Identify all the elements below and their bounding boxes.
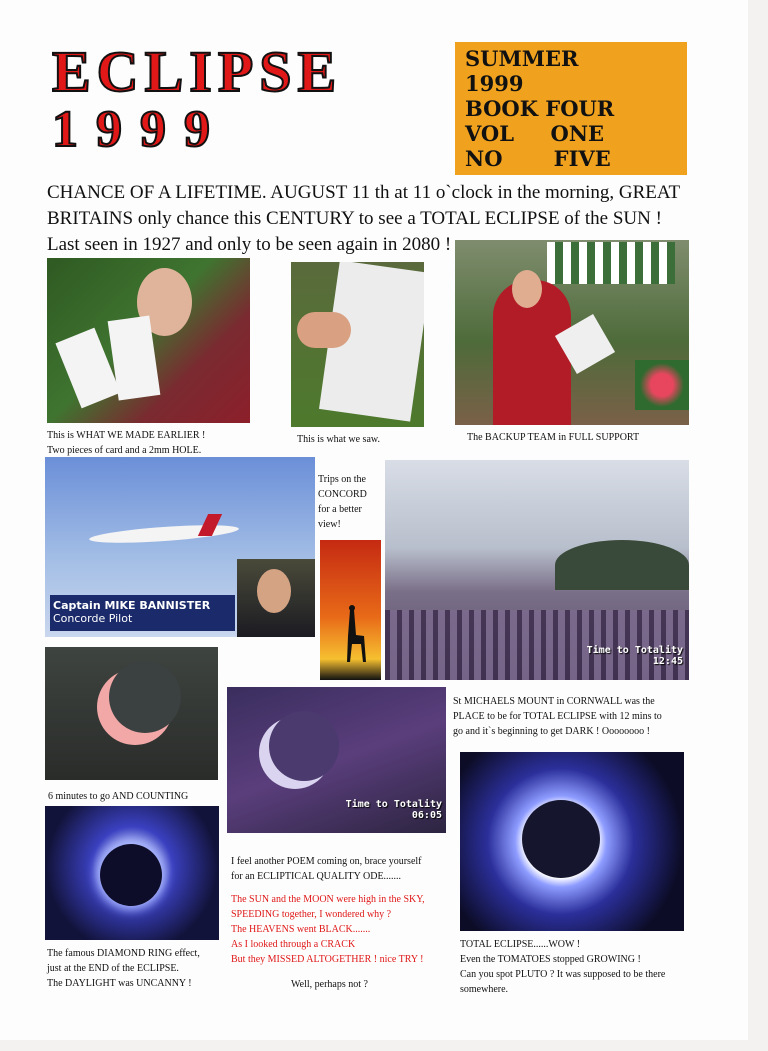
countdown-overlay bbox=[346, 799, 442, 821]
caption-line: The DAYLIGHT was UNCANNY ! bbox=[47, 978, 192, 989]
intro-line: Last seen in 1927 and only to be seen again in 2080 ! bbox=[47, 234, 452, 255]
issue-badge bbox=[455, 42, 687, 175]
caption-line: somewhere. bbox=[460, 984, 509, 995]
overlay-line: Time to Totality bbox=[345, 799, 442, 810]
caption-line: The famous DIAMOND RING effect, bbox=[47, 948, 200, 959]
caption-line: This is WHAT WE MADE EARLIER ! bbox=[47, 430, 206, 441]
caption-line: go and it`s beginning to get DARK ! Oooooooo ! bbox=[453, 726, 650, 737]
pilot-role: Concorde Pilot bbox=[53, 612, 133, 625]
poem-outro: Well, perhaps not ? bbox=[291, 979, 368, 990]
caption-diamond-ring bbox=[47, 946, 200, 991]
photo-man-with-cards bbox=[47, 258, 250, 423]
badge-line: VOL ONE bbox=[465, 121, 605, 146]
photo-total-eclipse bbox=[460, 752, 684, 931]
poem-line: As I looked through a CRACK bbox=[231, 939, 356, 950]
pilot-name: Captain MIKE BANNISTER bbox=[53, 599, 211, 612]
totality-overlay bbox=[587, 645, 683, 667]
caption-six-minutes: 6 minutes to go AND COUNTING bbox=[48, 791, 189, 802]
caption-what-we-saw: This is what we saw. bbox=[297, 434, 380, 445]
caption-st-michaels bbox=[453, 694, 662, 739]
photo-diamond-ring bbox=[45, 806, 219, 940]
badge-line: SUMMER bbox=[465, 46, 579, 71]
caption-line: Trips on the bbox=[318, 474, 366, 485]
badge-line: BOOK FOUR bbox=[465, 96, 615, 121]
giraffe-icon bbox=[320, 540, 381, 680]
poem-line: But they MISSED ALTOGETHER ! nice TRY ! bbox=[231, 954, 424, 965]
poem-line: The HEAVENS went BLACK....... bbox=[231, 924, 371, 935]
caption-line: for a better bbox=[318, 504, 362, 515]
caption-line: Even the TOMATOES stopped GROWING ! bbox=[460, 954, 641, 965]
intro-line: BRITAINS only chance this CENTURY to see a TOTAL ECLIPSE of the SUN ! bbox=[47, 208, 662, 229]
poem-intro: I feel another POEM coming on, brace yourself bbox=[231, 856, 422, 867]
overlay-line: 12:45 bbox=[652, 656, 683, 667]
caption-made-earlier bbox=[47, 428, 205, 458]
photo-crescent-sun bbox=[45, 647, 218, 780]
caption-line: view! bbox=[318, 519, 341, 530]
title-year: 1999 bbox=[52, 101, 228, 158]
photo-card-closeup bbox=[291, 262, 424, 427]
image-giraffe-sunset bbox=[320, 540, 381, 680]
caption-line: CONCORD bbox=[318, 489, 367, 500]
caption-total-eclipse bbox=[460, 937, 665, 997]
badge-line: NO FIVE bbox=[465, 146, 611, 171]
poem bbox=[231, 854, 446, 992]
title-eclipse: ECLIPSE bbox=[52, 39, 343, 104]
caption-line: St MICHAELS MOUNT in CORNWALL was the bbox=[453, 696, 655, 707]
badge-line: 1999 bbox=[465, 71, 524, 96]
caption-concord bbox=[318, 472, 367, 532]
caption-line: PLACE to be for TOTAL ECLIPSE with 12 mins to bbox=[453, 711, 662, 722]
photo-eclipse-countdown bbox=[227, 687, 446, 833]
poem-intro: for an ECLIPTICAL QUALITY ODE....... bbox=[231, 871, 402, 882]
caption-line: TOTAL ECLIPSE......WOW ! bbox=[460, 939, 581, 950]
poem-line: SPEEDING together, I wondered why ? bbox=[231, 909, 392, 920]
photo-st-michaels-mount bbox=[385, 460, 689, 680]
poem-line: The SUN and the MOON were high in the SKY, bbox=[231, 894, 425, 905]
caption-backup-team: The BACKUP TEAM in FULL SUPPORT bbox=[467, 432, 640, 443]
caption-line: just at the END of the ECLIPSE. bbox=[47, 963, 179, 974]
overlay-line: 06:05 bbox=[411, 810, 442, 821]
caption-line: Can you spot PLUTO ? It was supposed to be there bbox=[460, 969, 666, 980]
photo-concorde bbox=[45, 457, 315, 637]
photo-backup-team bbox=[455, 240, 689, 425]
caption-line: Two pieces of card and a 2mm HOLE. bbox=[47, 445, 202, 456]
intro-line: CHANCE OF A LIFETIME. AUGUST 11 th at 11 o`clock in the morning, GREAT bbox=[47, 182, 681, 203]
overlay-line: Time to Totality bbox=[586, 645, 683, 656]
